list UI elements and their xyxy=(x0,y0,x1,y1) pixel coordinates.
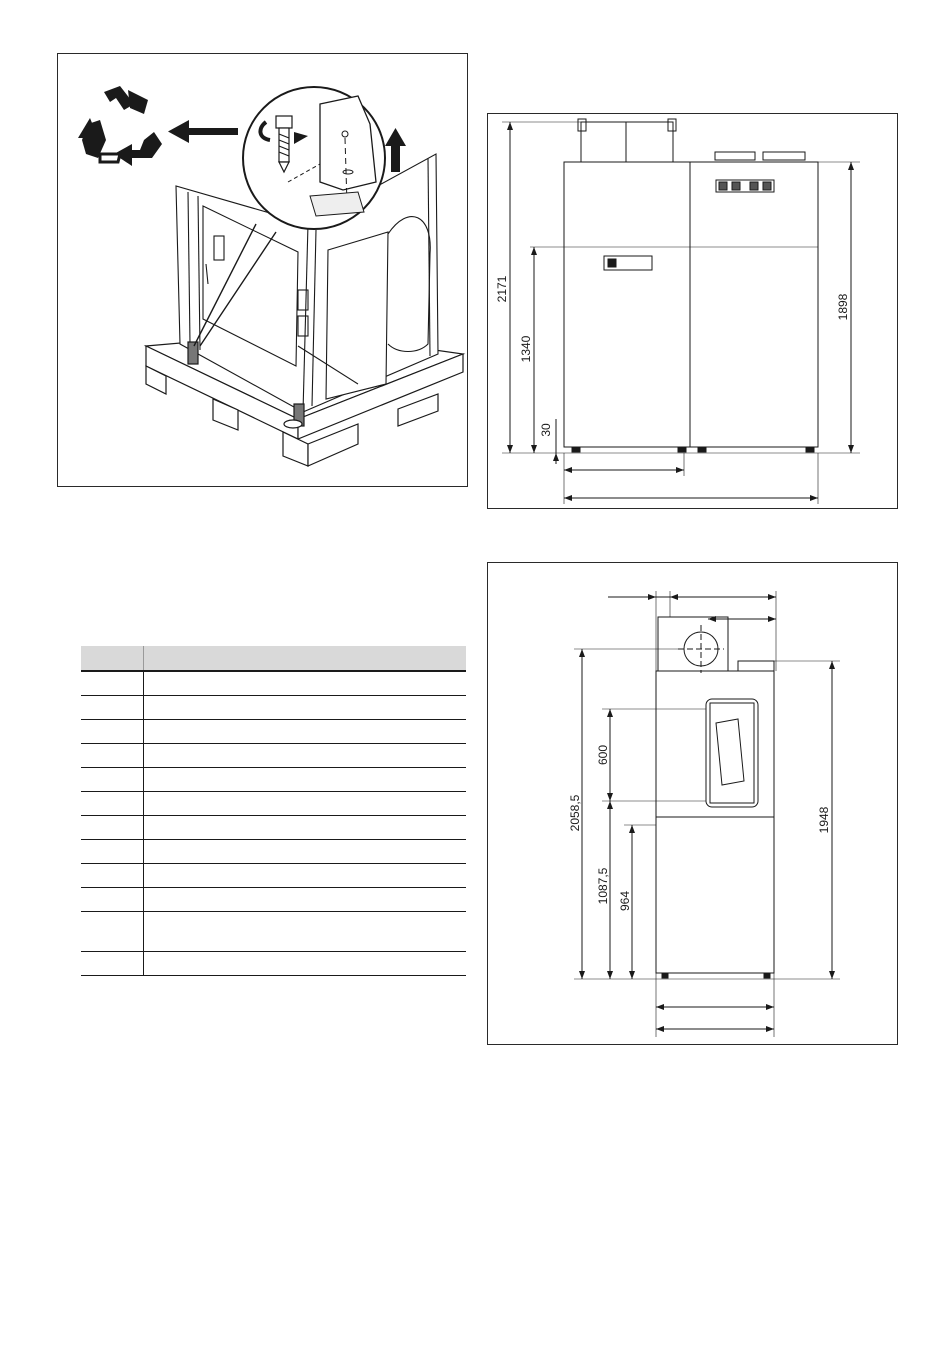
figure-unpacking xyxy=(57,53,468,487)
side-view-drawing xyxy=(488,563,899,1046)
dim-1340: 1340 xyxy=(519,335,533,363)
table-cell xyxy=(81,816,144,840)
dim-964: 964 xyxy=(618,890,632,912)
table-cell xyxy=(81,864,144,888)
data-table xyxy=(81,646,466,976)
table-header-row xyxy=(81,646,466,671)
table-row xyxy=(81,696,466,720)
table-cell xyxy=(144,696,467,720)
dim-600: 600 xyxy=(596,744,610,766)
cabinet-outline xyxy=(564,162,818,447)
table-cell xyxy=(81,720,144,744)
table-cell xyxy=(144,671,467,696)
table-cell xyxy=(81,696,144,720)
table-cell xyxy=(144,912,467,952)
front-view-drawing xyxy=(488,114,899,510)
table-cell xyxy=(144,840,467,864)
table-cell xyxy=(81,912,144,952)
dim-1948: 1948 xyxy=(817,806,831,834)
table-cell xyxy=(144,768,467,792)
table-cell xyxy=(81,952,144,976)
figure-front-view xyxy=(487,113,898,509)
table-cell xyxy=(81,840,144,864)
table-cell xyxy=(81,768,144,792)
table-row xyxy=(81,912,466,952)
transport-bracket-left xyxy=(188,342,198,364)
table-row xyxy=(81,720,466,744)
table-cell xyxy=(144,888,467,912)
table-cell xyxy=(144,744,467,768)
unpacking-illustration xyxy=(58,54,469,488)
table-cell xyxy=(144,816,467,840)
table-row xyxy=(81,744,466,768)
arrow-up-icon xyxy=(385,128,406,172)
table-row xyxy=(81,792,466,816)
dim-1087-5: 1087,5 xyxy=(596,867,610,905)
table-row xyxy=(81,888,466,912)
side-cabinet-outline xyxy=(656,671,774,973)
table-row xyxy=(81,768,466,792)
table-cell xyxy=(81,888,144,912)
table-cell xyxy=(144,720,467,744)
dim-2058-5: 2058,5 xyxy=(568,794,582,832)
figure-side-view xyxy=(487,562,898,1045)
table-row xyxy=(81,816,466,840)
dim-30: 30 xyxy=(539,423,553,437)
dim-1898: 1898 xyxy=(836,293,850,321)
dim-2171: 2171 xyxy=(495,275,509,303)
table-cell xyxy=(144,864,467,888)
table-cell xyxy=(144,792,467,816)
recycle-icon xyxy=(78,86,162,166)
table-cell xyxy=(81,671,144,696)
table-cell xyxy=(81,744,144,768)
table-header-cell xyxy=(144,646,467,671)
table-cell xyxy=(144,952,467,976)
table-row xyxy=(81,952,466,976)
table-row xyxy=(81,840,466,864)
table-row xyxy=(81,864,466,888)
table-cell xyxy=(81,792,144,816)
table-header-cell xyxy=(81,646,144,671)
detail-magnifier xyxy=(243,87,385,229)
arrow-left-icon xyxy=(168,120,238,143)
table-row xyxy=(81,671,466,696)
